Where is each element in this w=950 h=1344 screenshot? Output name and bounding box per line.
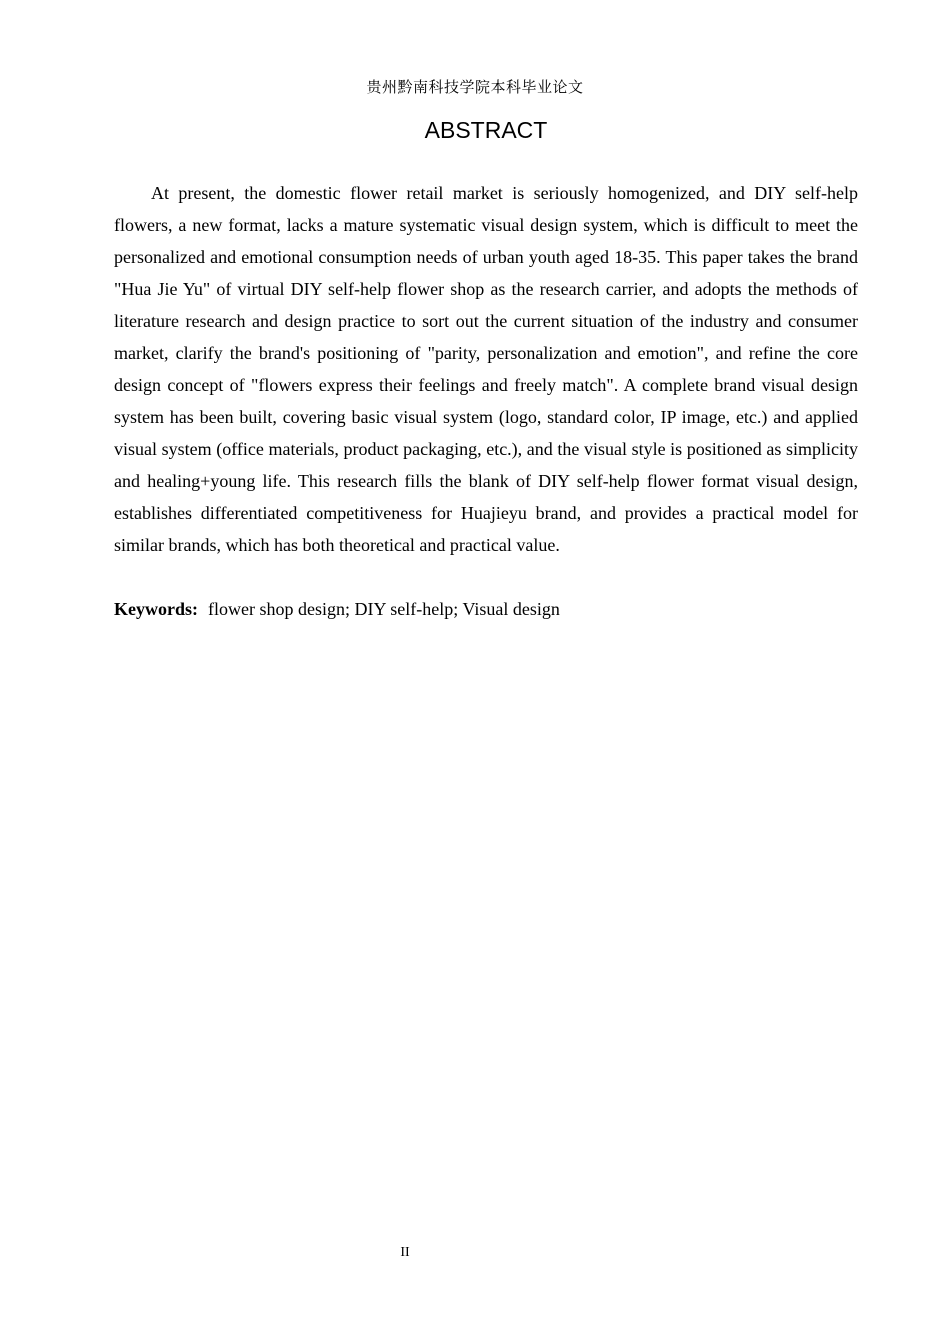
keywords-label: Keywords: [114,599,198,619]
abstract-body: At present, the domestic flower retail market is seriously homogenized, and DIY self-help flowers, a new format, lacks a mature systematic visual design system, which is difficult to meet the personalized and emotional consumption needs of urban youth aged 18-35. This paper takes the brand "Hua Jie Yu" of virtual DIY self-help flower shop as the research carrier, and adopts the methods of literature research and design practice to sort out the current situation of the industry and consumer market, clarify the brand's positioning of "parity, personalization and emotion", and refine the core design concept of "flowers express their feelings and freely match". A complete brand visual design system has been built, covering basic visual system (logo, standard color, IP image, etc.) and applied visual system (office materials, product packaging, etc.), and the visual style is positioned as simplicity and healing+young life. This research fills the blank of DIY self-help flower format visual design, establishes differentiated competitiveness for Huajieyu brand, and provides a practical model for similar brands, which has both theoretical and practical value. [114,183,858,555]
keywords-list: flower shop design; DIY self-help; Visual design [208,599,560,619]
abstract-title: ABSTRACT [424,117,548,143]
keywords-line [114,593,858,625]
page-number: II [400,1245,410,1260]
running-header: 贵州黔南科技学院本科毕业论文 [366,78,584,96]
